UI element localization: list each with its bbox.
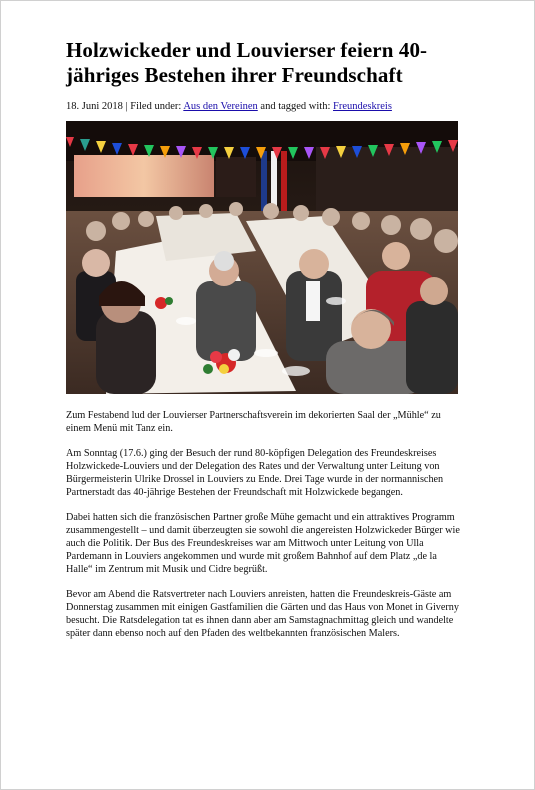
paragraph: Bevor am Abend die Ratsvertreter nach Louviers anreisten, hatten die Freundeskreis-Gäste am Donnerstag zusammen mit einigen Gastfamilien die Gärten und das Haus von Monet in Giverny besucht. Die Ratsdelegation tat es ihnen dann aber am Samstagnachmittag gleich und wandelte später dann ebenso noch auf den Pfaden des weltbekannten französischen Malers. (66, 589, 459, 639)
paragraph: Am Sonntag (17.6.) ging der Besuch der rund 80-köpfigen Delegation des Freundeskreises Holzwickede-Louviers und der Delegation des Rates und der Verwaltung unter Leitung von Bürgermeisterin Ulrike Drossel in Louviers zu Ende. Drei Tage wurde in der normannischen Partnerstadt das 40-jährige Bestehen der Freundschaft mit Holzwickede begangen. (66, 448, 444, 498)
photo-festive-dinner-hall (66, 121, 458, 394)
article-meta (66, 100, 466, 113)
paragraph: Zum Festabend lud der Louvierser Partnerschaftsverein im dekorierten Saal der „Mühle“ zu einem Menü mit Tanz ein. (66, 410, 441, 434)
tag-link[interactable]: Freundeskreis (333, 101, 392, 112)
paragraph: Dabei hatten sich die französischen Partner große Mühe gemacht und ein attraktives Programm zusammengestellt – und damit überzeugten sie sowohl die angereisten Holzwickeder Bürger wie auch die Politik. Der Bus des Freundeskreises war am Mittwoch unter Leitung von Ulla Pardemann in Louviers angekommen und wurde mit großem Bahnhof auf dem Platz „de la Halle“ im Zentrum mit Musik und Cidre begrüßt. (66, 512, 460, 575)
article (66, 38, 466, 652)
category-link[interactable]: Aus den Vereinen (183, 101, 258, 112)
article-photo (66, 121, 458, 394)
article-title: Holzwickeder und Louvierser feiern 40-jähriges Bestehen ihrer Freundschaft (66, 38, 428, 87)
article-date: 18. Juni 2018 | Filed under: (66, 101, 184, 112)
tagged-text: and tagged with: (257, 101, 334, 112)
article-body (66, 409, 466, 640)
